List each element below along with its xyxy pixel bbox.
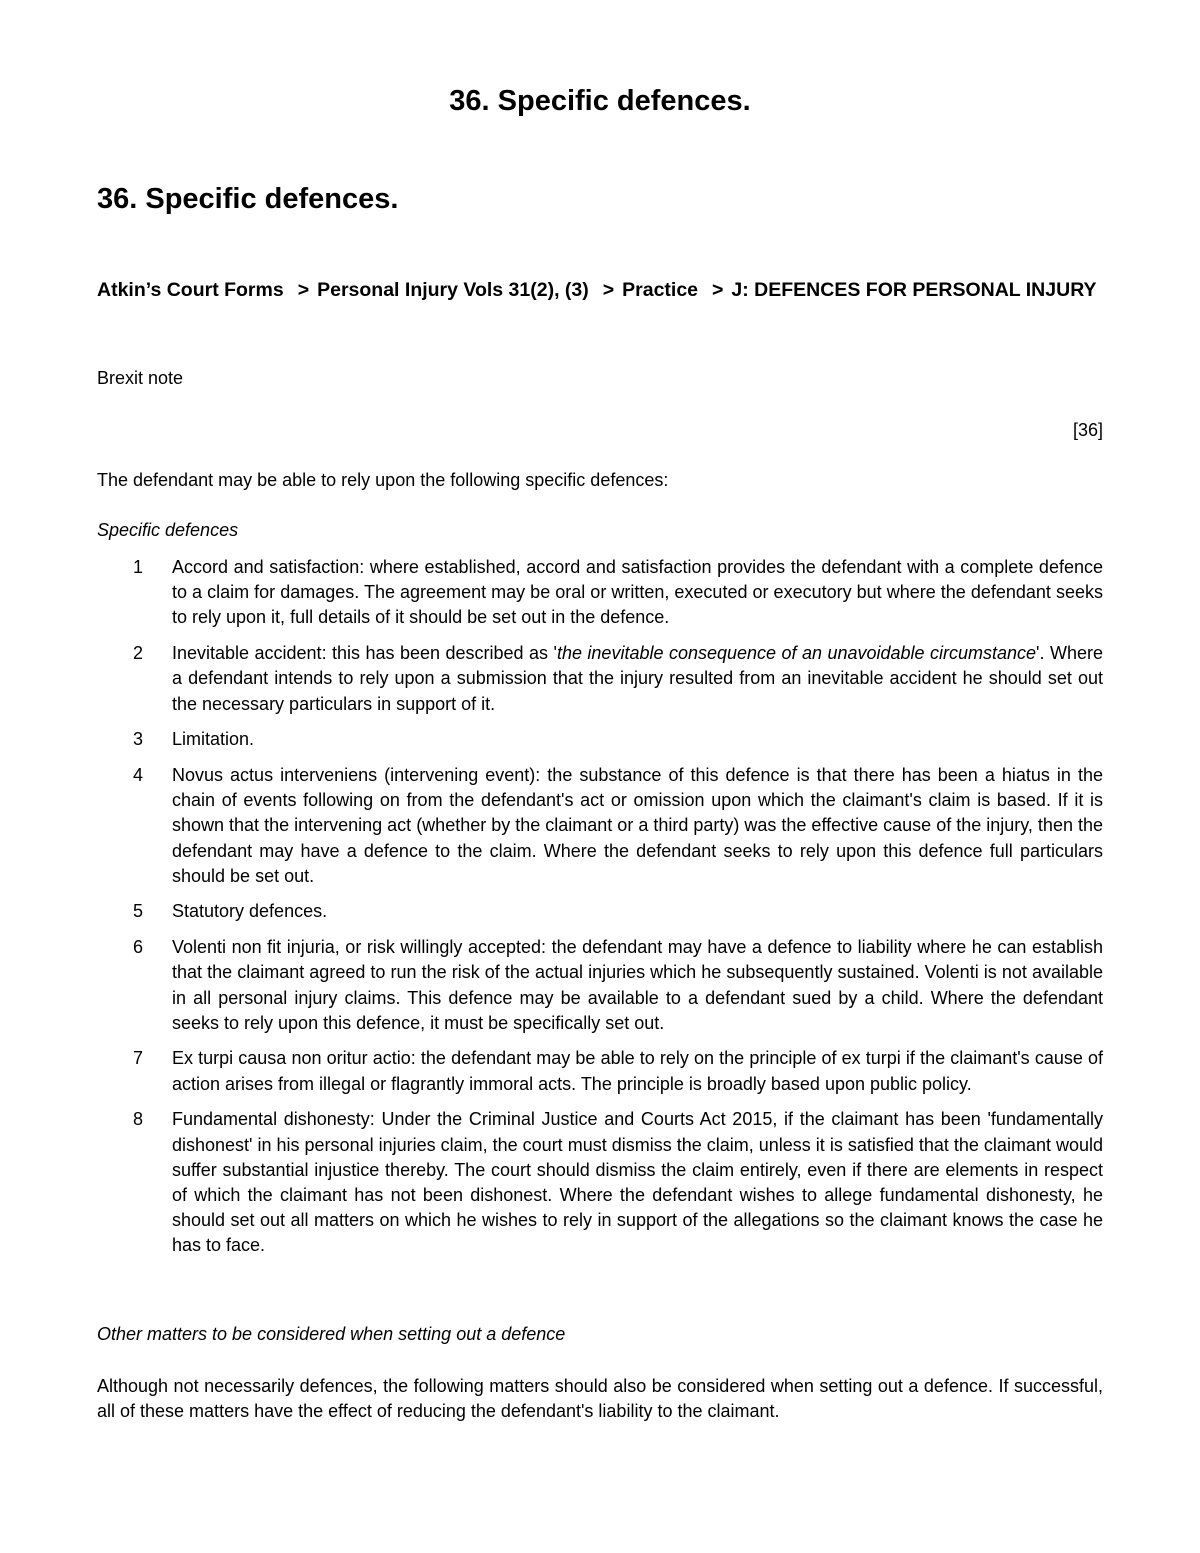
list-item-number: 3 (133, 729, 144, 750)
breadcrumb (97, 278, 1103, 303)
list-item-text: Fundamental dishonesty: Under the Criminal Justice and Courts Act 2015, if the claimant has been 'fundamentally dishonest' in his personal injuries claim, the court must dismiss the claim, unless it is satisfied that the claimant would suffer substantial injustice thereby. The court should dismiss the claim entirely, even if there are elements in respect of which the claimant has not been dishonest. Where the defendant wishes to allege fundamental dishonesty, he should set out all matters on which he wishes to rely in support of the allegations so the claimant knows the case he has to face. (172, 1109, 1103, 1256)
list-item-number: 2 (133, 643, 144, 664)
breadcrumb-separator: > (712, 279, 724, 301)
list-item-text-start: Inevitable accident: this has been described as ' (172, 643, 557, 664)
brexit-note-link[interactable]: Brexit note (97, 368, 184, 388)
other-matters-text: Although not necessarily defences, the following matters should also be considered when setting out a defence. If successful, all of these matters have the effect of reducing the defendant's liability to the claimant. (97, 1376, 1103, 1421)
document-title: 36. Specific defences. (449, 85, 751, 117)
list-item-text (172, 643, 1103, 713)
breadcrumb-item-personal-injury[interactable]: Personal Injury Vols 31(2), (3) (317, 279, 589, 301)
breadcrumb-item-atkins-court-forms[interactable]: Atkin’s Court Forms (97, 279, 284, 301)
intro-text: The defendant may be able to rely upon the following specific defences: (97, 470, 669, 490)
list-item (97, 1046, 1103, 1096)
list-item (97, 763, 1103, 889)
list-item-number: 1 (133, 557, 144, 577)
list-item-number: 5 (133, 901, 144, 922)
list-item (97, 1107, 1103, 1258)
list-item-number: 4 (133, 764, 144, 785)
list-item-text: Statutory defences. (172, 901, 328, 922)
list-item (97, 935, 1103, 1036)
list-item (97, 555, 1103, 631)
list-item (97, 641, 1103, 717)
list-item-number: 6 (133, 937, 144, 958)
section-title: 36. Specific defences. (97, 183, 399, 215)
quoted-definition: the inevitable consequence of an unavoidable circumstance (556, 643, 1037, 664)
breadcrumb-item-defences[interactable]: J: DEFENCES FOR PERSONAL INJURY (731, 279, 1097, 301)
list-item-text: Accord and satisfaction: where established, accord and satisfaction provides the defendant with a complete defence to a claim for damages. The agreement may be oral or written, executed or executory but where the defendant seeks to rely upon it, full details of it should be set out in the defence. (172, 557, 1103, 628)
list-item-number: 7 (133, 1048, 144, 1069)
list-item-text: Novus actus interveniens (intervening event): the substance of this defence is that there has been a hiatus in the chain of events following on from the defendant's act or omission upon which the claimant's claim is based. If it is shown that the intervening act (whether by the claimant or a third party) was the effective cause of the injury, then the defendant may have a defence to the claim. Where the defendant seeks to rely upon this defence full particulars should be set out. (172, 764, 1103, 886)
list-item (97, 899, 1103, 924)
specific-defences-heading: Specific defences (97, 520, 239, 540)
list-item-number: 8 (133, 1109, 144, 1130)
other-matters-heading: Other matters to be considered when setting out a defence (97, 1324, 566, 1344)
list-item (97, 727, 1103, 752)
breadcrumb-item-practice[interactable]: Practice (622, 279, 699, 301)
specific-defences-list (97, 555, 1103, 1269)
list-item-text: Ex turpi causa non oritur actio: the defendant may be able to rely on the principle of ex turpi if the claimant's cause of action arises from illegal or flagrantly immoral acts. The principle is broadly based upon public policy. (172, 1048, 1103, 1094)
list-item-text: Volenti non fit injuria, or risk willingly accepted: the defendant may have a defence to liability where he can establish that the claimant agreed to run the risk of the actual injuries which he subsequently sustained. Volenti is not available in all personal injury claims. This defence may be available to a defendant sued by a child. Where the defendant seeks to rely upon this defence, it must be specifically set out. (172, 937, 1103, 1033)
breadcrumb-separator: > (297, 279, 310, 301)
list-item-text-end: '. Where a defendant intends to rely upon a submission that the injury resulted from an inevitable accident he should set out the necessary particulars in support of it. (172, 643, 1103, 714)
breadcrumb-separator: > (602, 279, 615, 301)
paragraph-number: [36] (1072, 420, 1103, 440)
list-item-text: Limitation. (172, 729, 255, 750)
